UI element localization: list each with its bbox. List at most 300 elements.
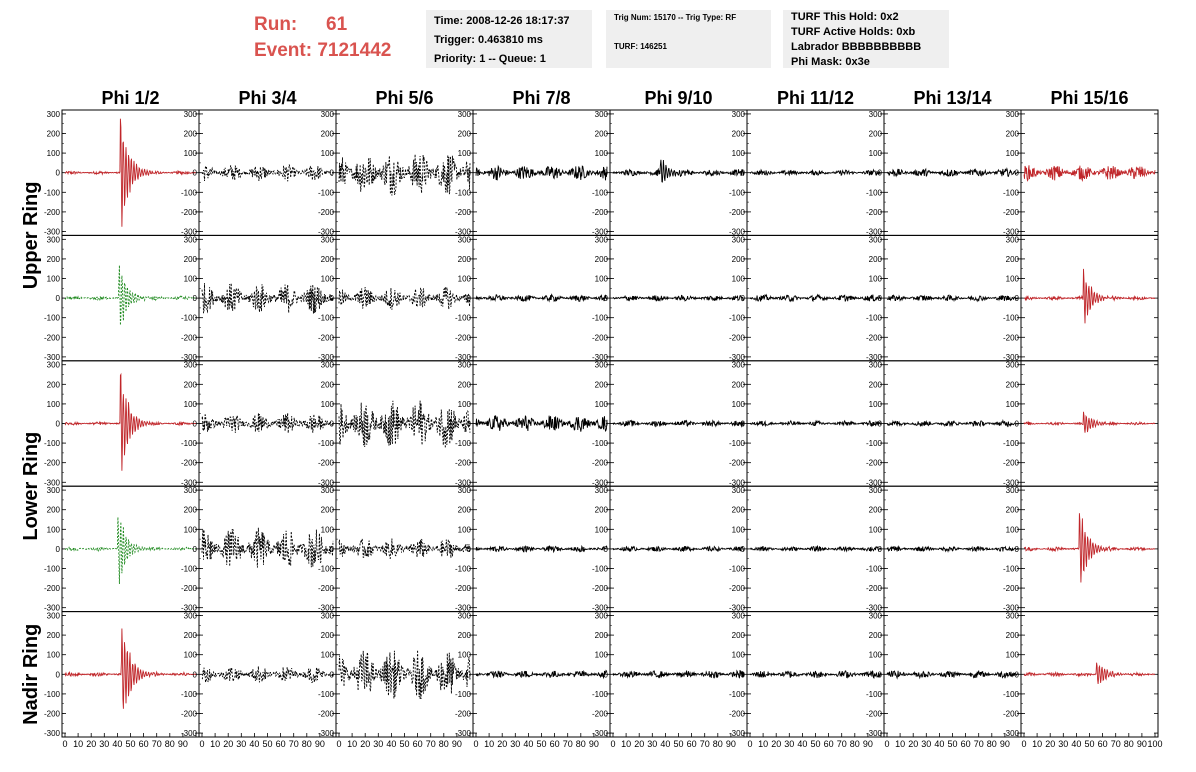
- y-tick-label: -200: [180, 709, 197, 719]
- x-tick-label: 60: [138, 739, 149, 749]
- y-tick-label: -200: [865, 709, 882, 719]
- y-tick-label: 300: [731, 235, 745, 245]
- x-tick-label: 90: [725, 739, 736, 749]
- waveform-trace: [887, 421, 1018, 427]
- x-tick-label: 90: [177, 739, 188, 749]
- y-tick-label: -200: [728, 458, 745, 468]
- y-tick-label: -200: [1002, 333, 1019, 343]
- y-tick-label: 100: [320, 525, 334, 535]
- column-header-3: Phi 5/6: [375, 88, 434, 108]
- y-tick-label: 100: [594, 399, 608, 409]
- y-tick-label: -100: [728, 313, 745, 323]
- y-tick-label: -100: [43, 188, 60, 198]
- x-tick-label: 60: [686, 739, 697, 749]
- x-tick-label: 30: [373, 739, 384, 749]
- y-tick-label: 200: [183, 380, 197, 390]
- ring-label-1: Upper Ring: [20, 181, 42, 290]
- ring-label-2: Lower Ring: [20, 431, 42, 541]
- x-tick-label: 80: [164, 739, 175, 749]
- y-tick-label: -200: [454, 584, 471, 594]
- y-tick-label: 300: [183, 235, 197, 245]
- y-tick-label: -300: [454, 227, 471, 237]
- y-tick-label: -300: [317, 227, 334, 237]
- y-tick-label: -200: [43, 458, 60, 468]
- y-tick-label: -100: [591, 689, 608, 699]
- y-tick-label: -100: [317, 313, 334, 323]
- y-tick-label: 200: [183, 129, 197, 139]
- y-tick-label: -200: [728, 584, 745, 594]
- waveform-trace: [476, 671, 607, 678]
- waveform-trace: [750, 170, 881, 175]
- y-tick-label: 100: [1005, 149, 1019, 159]
- y-tick-label: 100: [868, 399, 882, 409]
- y-tick-label: 200: [1005, 505, 1019, 515]
- y-tick-label: 0: [1014, 670, 1019, 680]
- y-tick-label: 300: [594, 486, 608, 496]
- y-tick-label: 100: [320, 274, 334, 284]
- y-tick-label: 300: [1005, 109, 1019, 119]
- y-tick-label: -100: [1002, 439, 1019, 449]
- x-tick-label: 10: [1032, 739, 1043, 749]
- x-tick-label: 90: [314, 739, 325, 749]
- x-tick-label: 40: [660, 739, 671, 749]
- y-tick-label: 300: [320, 486, 334, 496]
- x-tick-label: 90: [588, 739, 599, 749]
- y-tick-label: -300: [317, 729, 334, 739]
- x-tick-label: 30: [236, 739, 247, 749]
- y-tick-label: 300: [457, 486, 471, 496]
- y-tick-label: -200: [865, 584, 882, 594]
- waveform-trace: [887, 169, 1018, 177]
- y-tick-label: 300: [731, 486, 745, 496]
- y-tick-label: 200: [457, 380, 471, 390]
- priority-text: Priority: 1 -- Queue: 1: [434, 53, 546, 65]
- waveform-trace: [476, 546, 607, 552]
- y-tick-label: -100: [1002, 564, 1019, 574]
- y-tick-label: 200: [457, 505, 471, 515]
- y-tick-label: -200: [865, 458, 882, 468]
- x-tick-label: 20: [360, 739, 371, 749]
- y-tick-label: -300: [728, 352, 745, 362]
- labrador-text: Labrador BBBBBBBBBB: [791, 41, 922, 53]
- y-tick-label: 100: [457, 650, 471, 660]
- y-tick-label: -300: [454, 603, 471, 613]
- x-tick-label: 70: [836, 739, 847, 749]
- x-tick-label: 60: [960, 739, 971, 749]
- y-tick-label: 200: [46, 380, 60, 390]
- y-tick-label: 0: [466, 419, 471, 429]
- y-tick-label: -100: [591, 564, 608, 574]
- turf-this-hold-text: TURF This Hold: 0x2: [791, 11, 899, 23]
- y-tick-label: 200: [320, 631, 334, 641]
- y-tick-label: -100: [180, 439, 197, 449]
- y-tick-label: -200: [180, 333, 197, 343]
- y-tick-label: 0: [55, 544, 60, 554]
- x-tick-label: 60: [275, 739, 286, 749]
- y-tick-label: -100: [180, 564, 197, 574]
- column-header-2: Phi 3/4: [238, 88, 297, 108]
- y-tick-label: -300: [728, 603, 745, 613]
- y-tick-label: 200: [594, 254, 608, 264]
- waveform-trace: [1024, 269, 1155, 324]
- y-tick-label: 0: [603, 294, 608, 304]
- x-tick-label: 30: [647, 739, 658, 749]
- y-tick-label: 300: [320, 235, 334, 245]
- y-tick-label: -200: [591, 709, 608, 719]
- y-tick-label: 100: [731, 149, 745, 159]
- y-tick-label: 300: [183, 109, 197, 119]
- y-tick-label: 0: [192, 294, 197, 304]
- x-tick-label: 90: [451, 739, 462, 749]
- y-tick-label: 0: [55, 419, 60, 429]
- x-tick-label: 40: [934, 739, 945, 749]
- x-tick-label: 0: [62, 739, 68, 749]
- x-tick-label: 30: [1058, 739, 1069, 749]
- y-tick-label: 200: [731, 631, 745, 641]
- x-tick-label: 90: [1136, 739, 1147, 749]
- y-tick-label: 0: [329, 419, 334, 429]
- y-tick-label: -100: [317, 564, 334, 574]
- y-tick-label: 200: [46, 631, 60, 641]
- y-tick-label: 100: [183, 274, 197, 284]
- y-tick-label: 0: [55, 168, 60, 178]
- event-value: 7121442: [317, 40, 392, 61]
- y-tick-label: 0: [192, 419, 197, 429]
- y-tick-label: -300: [865, 227, 882, 237]
- waveform-trace: [65, 517, 196, 584]
- waveform-trace: [65, 119, 196, 227]
- y-tick-label: 300: [457, 235, 471, 245]
- waveform-trace: [1024, 663, 1155, 684]
- event-label: Event:: [254, 40, 313, 61]
- y-tick-label: 300: [594, 360, 608, 370]
- x-tick-label: 60: [1097, 739, 1108, 749]
- x-tick-label: 30: [99, 739, 110, 749]
- x-tick-label: 60: [823, 739, 834, 749]
- y-tick-label: 300: [1005, 611, 1019, 621]
- x-tick-label: 70: [973, 739, 984, 749]
- y-tick-label: -300: [43, 729, 60, 739]
- y-tick-label: 200: [868, 380, 882, 390]
- y-tick-label: 100: [731, 525, 745, 535]
- y-tick-label: 200: [868, 129, 882, 139]
- y-tick-label: 0: [466, 670, 471, 680]
- y-tick-label: -100: [728, 439, 745, 449]
- y-tick-label: -200: [180, 584, 197, 594]
- y-tick-label: 100: [594, 149, 608, 159]
- y-tick-label: -100: [317, 689, 334, 699]
- y-tick-label: -100: [865, 188, 882, 198]
- y-tick-label: -100: [180, 313, 197, 323]
- trig-num-text: Trig Num: 15170 -- Trig Type: RF: [614, 13, 737, 22]
- y-tick-label: -300: [1002, 478, 1019, 488]
- waveform-trace: [750, 421, 881, 426]
- y-tick-label: 200: [868, 254, 882, 264]
- y-tick-label: 300: [46, 109, 60, 119]
- y-tick-label: 0: [740, 544, 745, 554]
- trigger-text: Trigger: 0.463810 ms: [434, 34, 543, 46]
- y-tick-label: -100: [43, 689, 60, 699]
- y-tick-label: 300: [183, 360, 197, 370]
- waveform-trace: [339, 287, 470, 310]
- x-tick-label: 80: [575, 739, 586, 749]
- y-tick-label: 300: [46, 360, 60, 370]
- x-tick-label: 60: [412, 739, 423, 749]
- x-tick-label: 30: [921, 739, 932, 749]
- x-tick-label: 20: [908, 739, 919, 749]
- y-tick-label: 100: [320, 149, 334, 159]
- x-tick-label: 50: [810, 739, 821, 749]
- y-tick-label: -300: [591, 478, 608, 488]
- y-tick-label: 0: [603, 670, 608, 680]
- y-tick-label: 200: [46, 129, 60, 139]
- x-tick-label: 50: [947, 739, 958, 749]
- y-tick-label: -300: [43, 227, 60, 237]
- x-tick-label: 70: [562, 739, 573, 749]
- waveform-trace: [887, 671, 1018, 679]
- y-tick-label: -300: [454, 352, 471, 362]
- waveform-trace: [202, 413, 333, 433]
- time-text: Time: 2008-12-26 18:17:37: [434, 15, 570, 27]
- column-header-1: Phi 1/2: [101, 88, 160, 108]
- waveform-trace: [65, 375, 196, 471]
- x-tick-label: 10: [347, 739, 358, 749]
- x-tick-label: 80: [438, 739, 449, 749]
- y-tick-label: 0: [877, 168, 882, 178]
- y-tick-label: 100: [1005, 274, 1019, 284]
- waveform-trace: [202, 283, 333, 314]
- y-tick-label: 100: [457, 149, 471, 159]
- x-tick-label: 100: [1147, 739, 1163, 749]
- y-tick-label: 0: [603, 544, 608, 554]
- y-tick-label: -200: [591, 333, 608, 343]
- x-tick-label: 40: [523, 739, 534, 749]
- y-tick-label: 200: [731, 254, 745, 264]
- y-tick-label: -100: [591, 188, 608, 198]
- x-tick-label: 80: [986, 739, 997, 749]
- x-tick-label: 50: [536, 739, 547, 749]
- y-tick-label: -200: [1002, 207, 1019, 217]
- y-tick-label: -200: [1002, 584, 1019, 594]
- y-tick-label: -300: [180, 478, 197, 488]
- waveform-trace: [476, 295, 607, 302]
- y-tick-label: 200: [731, 505, 745, 515]
- y-tick-label: 200: [46, 505, 60, 515]
- y-tick-label: -200: [728, 709, 745, 719]
- y-tick-label: 200: [594, 380, 608, 390]
- x-tick-label: 30: [784, 739, 795, 749]
- y-tick-label: 0: [329, 294, 334, 304]
- x-tick-label: 50: [399, 739, 410, 749]
- waveform-trace: [1024, 513, 1155, 582]
- y-tick-label: 200: [183, 505, 197, 515]
- x-tick-label: 20: [223, 739, 234, 749]
- y-tick-label: 200: [457, 254, 471, 264]
- y-tick-label: -300: [43, 478, 60, 488]
- y-tick-label: 200: [868, 631, 882, 641]
- y-tick-label: -300: [180, 227, 197, 237]
- y-tick-label: 100: [46, 274, 60, 284]
- y-tick-label: 200: [183, 631, 197, 641]
- y-tick-label: 0: [740, 168, 745, 178]
- y-tick-label: 300: [594, 235, 608, 245]
- y-tick-label: 300: [594, 611, 608, 621]
- y-tick-label: -300: [591, 227, 608, 237]
- waveform-trace: [613, 546, 744, 551]
- y-tick-label: 100: [868, 149, 882, 159]
- y-tick-label: -200: [1002, 458, 1019, 468]
- y-tick-label: 200: [731, 380, 745, 390]
- y-tick-label: 0: [877, 544, 882, 554]
- column-header-8: Phi 15/16: [1050, 88, 1129, 108]
- x-tick-label: 70: [288, 739, 299, 749]
- y-tick-label: -100: [728, 689, 745, 699]
- y-tick-label: 300: [868, 611, 882, 621]
- y-tick-label: 300: [46, 611, 60, 621]
- y-tick-label: 0: [603, 419, 608, 429]
- y-tick-label: 300: [320, 611, 334, 621]
- y-tick-label: -300: [454, 478, 471, 488]
- x-tick-label: 20: [497, 739, 508, 749]
- y-tick-label: -300: [1002, 227, 1019, 237]
- y-tick-label: -200: [43, 333, 60, 343]
- phi-mask-text: Phi Mask: 0x3e: [791, 56, 870, 68]
- y-tick-label: 300: [731, 611, 745, 621]
- y-tick-label: -100: [317, 188, 334, 198]
- x-tick-label: 80: [712, 739, 723, 749]
- y-tick-label: -100: [454, 188, 471, 198]
- y-tick-label: -300: [180, 603, 197, 613]
- waveform-trace: [202, 165, 333, 182]
- y-tick-label: 200: [457, 631, 471, 641]
- y-tick-label: 200: [731, 129, 745, 139]
- y-tick-label: -300: [43, 603, 60, 613]
- y-tick-label: 100: [457, 525, 471, 535]
- y-tick-label: -100: [317, 439, 334, 449]
- y-tick-label: -100: [454, 439, 471, 449]
- y-tick-label: 0: [466, 168, 471, 178]
- x-tick-label: 80: [1123, 739, 1134, 749]
- y-tick-label: -300: [317, 352, 334, 362]
- x-tick-label: 20: [771, 739, 782, 749]
- y-tick-label: 0: [329, 544, 334, 554]
- y-tick-label: 100: [46, 525, 60, 535]
- x-tick-label: 10: [210, 739, 221, 749]
- waveform-trace: [1024, 412, 1155, 433]
- x-tick-label: 0: [1021, 739, 1027, 749]
- y-tick-label: 300: [457, 360, 471, 370]
- y-tick-label: 100: [183, 399, 197, 409]
- y-tick-label: 100: [868, 274, 882, 284]
- x-tick-label: 50: [262, 739, 273, 749]
- y-tick-label: -300: [180, 352, 197, 362]
- y-tick-label: -300: [591, 729, 608, 739]
- y-tick-label: 100: [457, 399, 471, 409]
- y-tick-label: -100: [180, 689, 197, 699]
- y-tick-label: -300: [1002, 729, 1019, 739]
- y-tick-label: -300: [591, 352, 608, 362]
- y-tick-label: 200: [594, 631, 608, 641]
- y-tick-label: 100: [868, 650, 882, 660]
- x-tick-label: 0: [610, 739, 616, 749]
- y-tick-label: -300: [317, 478, 334, 488]
- x-tick-label: 10: [758, 739, 769, 749]
- waveform-trace: [476, 415, 607, 431]
- y-tick-label: 0: [877, 294, 882, 304]
- y-tick-label: -100: [591, 313, 608, 323]
- y-tick-label: 300: [868, 360, 882, 370]
- y-tick-label: -200: [43, 584, 60, 594]
- y-tick-label: -100: [1002, 313, 1019, 323]
- y-tick-label: 300: [183, 486, 197, 496]
- y-tick-label: -100: [865, 439, 882, 449]
- x-tick-label: 0: [199, 739, 205, 749]
- y-tick-label: -200: [180, 207, 197, 217]
- x-tick-label: 10: [73, 739, 84, 749]
- y-tick-label: -200: [728, 333, 745, 343]
- x-tick-label: 40: [112, 739, 123, 749]
- y-tick-label: 100: [320, 650, 334, 660]
- waveform-trace: [613, 294, 745, 304]
- y-tick-label: -100: [591, 439, 608, 449]
- x-tick-label: 50: [1084, 739, 1095, 749]
- x-tick-label: 40: [249, 739, 260, 749]
- x-tick-label: 30: [510, 739, 521, 749]
- y-tick-label: -100: [865, 689, 882, 699]
- waveform-trace: [887, 294, 1019, 304]
- x-tick-label: 70: [151, 739, 162, 749]
- x-tick-label: 10: [484, 739, 495, 749]
- column-header-6: Phi 11/12: [776, 88, 855, 108]
- y-tick-label: -200: [591, 584, 608, 594]
- y-tick-label: -300: [865, 478, 882, 488]
- y-tick-label: 200: [320, 380, 334, 390]
- y-tick-label: 0: [329, 168, 334, 178]
- y-tick-label: 0: [1014, 294, 1019, 304]
- ring-label-3: Nadir Ring: [20, 623, 42, 725]
- y-tick-label: 100: [594, 525, 608, 535]
- y-tick-label: -300: [728, 227, 745, 237]
- y-tick-label: -200: [1002, 709, 1019, 719]
- y-tick-label: -200: [317, 709, 334, 719]
- y-tick-label: 300: [457, 109, 471, 119]
- y-tick-label: 0: [740, 670, 745, 680]
- waveform-trace: [1024, 165, 1155, 180]
- x-tick-label: 70: [1110, 739, 1121, 749]
- y-tick-label: 100: [1005, 650, 1019, 660]
- y-tick-label: -200: [43, 207, 60, 217]
- x-tick-label: 40: [797, 739, 808, 749]
- y-tick-label: 100: [731, 274, 745, 284]
- y-tick-label: 300: [46, 235, 60, 245]
- y-tick-label: 300: [457, 611, 471, 621]
- x-tick-label: 10: [621, 739, 632, 749]
- y-tick-label: -100: [180, 188, 197, 198]
- y-tick-label: -100: [865, 313, 882, 323]
- y-tick-label: 300: [46, 486, 60, 496]
- y-tick-label: 100: [1005, 399, 1019, 409]
- y-tick-label: 0: [740, 419, 745, 429]
- y-tick-label: -100: [43, 313, 60, 323]
- panel-frame: [336, 235, 473, 360]
- y-tick-label: 100: [457, 274, 471, 284]
- y-tick-label: -300: [454, 729, 471, 739]
- y-tick-label: 300: [1005, 235, 1019, 245]
- y-tick-label: -100: [865, 564, 882, 574]
- y-tick-label: -200: [317, 207, 334, 217]
- y-tick-label: 300: [731, 109, 745, 119]
- x-tick-label: 60: [549, 739, 560, 749]
